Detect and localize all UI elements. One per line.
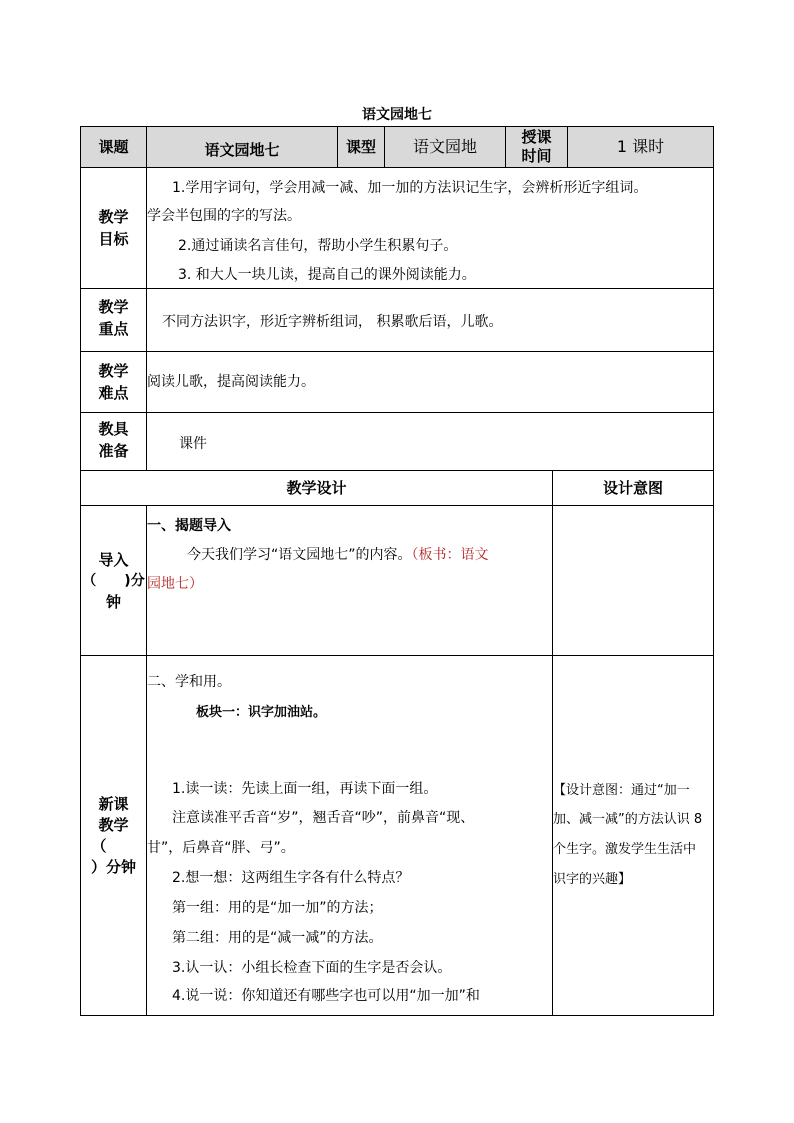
lesson-line: 甘”，后鼻音“胖、弓”。 [147, 840, 295, 856]
new-lesson-label-line2: 教学 [98, 816, 129, 834]
difficulties-label-line2: 难点 [98, 384, 129, 402]
intro-blackboard-note: （板书：语文 [411, 547, 489, 563]
new-lesson-label-line3: （ [91, 837, 107, 855]
time-label-line2: 时间 [521, 147, 552, 165]
lesson-line: 4.说一说：你知道还有哪些字也可以用“加一加”和 [172, 988, 480, 1004]
intro-label-line1: 导入 [98, 551, 129, 569]
intro-line-1-main: 今天我们学习“语文园地七”的内容。 [187, 547, 412, 563]
materials-text: 课件 [179, 436, 207, 452]
key-points-text: 不同方法识字，形近字辨析组词， 积累歌后语，儿歌。 [162, 314, 503, 330]
lesson-line: 注意读准平舌音“岁”，翘舌音“吵”，前鼻音“现、 [172, 810, 475, 826]
lesson-line: 第一组：用的是“加一加”的方法； [172, 900, 383, 916]
topic-label: 课题 [98, 138, 129, 156]
new-lesson-label-line1: 新课 [98, 795, 129, 813]
new-lesson-label-line4: ）分钟 [90, 858, 136, 876]
row-divider [80, 351, 714, 352]
row-divider [80, 505, 714, 506]
difficulties-text: 阅读儿歌，提高阅读能力。 [147, 374, 315, 390]
time-label-line1: 授课 [521, 128, 552, 146]
row-divider [80, 655, 714, 656]
design-intent-divider [552, 470, 553, 1015]
document-title: 语文园地七 [362, 107, 432, 123]
row-divider [80, 412, 714, 413]
label-column-divider [146, 126, 147, 470]
objective-line-1: 1.学用字词句，学会用减一减、加一加的方法识记生字，会辨析形近字组词。 [172, 180, 648, 196]
objectives-label-line1: 教学 [98, 208, 129, 226]
intent-column-header: 设计意图 [602, 479, 663, 497]
table-border-top [80, 126, 714, 127]
objective-line-2: 学会半包围的字的写法。 [147, 208, 301, 224]
type-value: 语文园地 [412, 137, 477, 156]
type-label: 课型 [345, 138, 376, 156]
row-divider [80, 288, 714, 289]
materials-label-line2: 准备 [98, 442, 129, 460]
materials-label-line1: 教具 [98, 420, 129, 438]
lesson-line: 2.想一想：这两组生字各有什么特点？ [172, 870, 410, 886]
intent-line: 加、减一减”的方法认识 8 [553, 812, 703, 827]
lesson-line: 第二组：用的是“减一减”的方法。 [172, 930, 383, 946]
block-one-title: 板块一：识字加油站。 [196, 705, 327, 720]
difficulties-label-line1: 教学 [98, 362, 129, 380]
intro-label-line3: 钟 [105, 593, 121, 611]
intro-line-2: 园地七） [147, 576, 203, 592]
topic-value: 语文园地七 [204, 141, 280, 159]
intent-line: 识字的兴趣】 [553, 872, 632, 887]
key-points-label-line1: 教学 [98, 298, 129, 316]
objectives-label-line2: 目标 [98, 230, 129, 248]
key-points-label-line2: 重点 [98, 320, 129, 338]
intent-line: 【设计意图：通过“加一 [553, 783, 690, 798]
row-divider [80, 470, 714, 471]
intro-line-1 [187, 545, 489, 565]
objective-line-4: 3. 和大人一块儿读，提高自己的课外阅读能力。 [178, 267, 476, 283]
table-border-right [713, 126, 714, 1015]
new-lesson-heading: 二、学和用。 [147, 674, 231, 690]
objective-line-3: 2.通过诵读名言佳句，帮助小学生积累句子。 [178, 238, 458, 254]
table-border-bottom [80, 1015, 714, 1016]
intro-heading: 一、揭题导入 [147, 518, 231, 534]
intent-line: 个生字。激发学生生活中 [553, 842, 697, 857]
lesson-line: 1.读一读：先读上面一组，再读下面一组。 [172, 781, 438, 797]
row-divider [80, 167, 714, 168]
lesson-line: 3.认一认：小组长检查下面的生字是否会认。 [172, 960, 452, 976]
time-value: 1 课时 [616, 137, 665, 156]
intro-label-line2: （ )分 [82, 573, 145, 589]
design-column-header: 教学设计 [286, 479, 347, 497]
